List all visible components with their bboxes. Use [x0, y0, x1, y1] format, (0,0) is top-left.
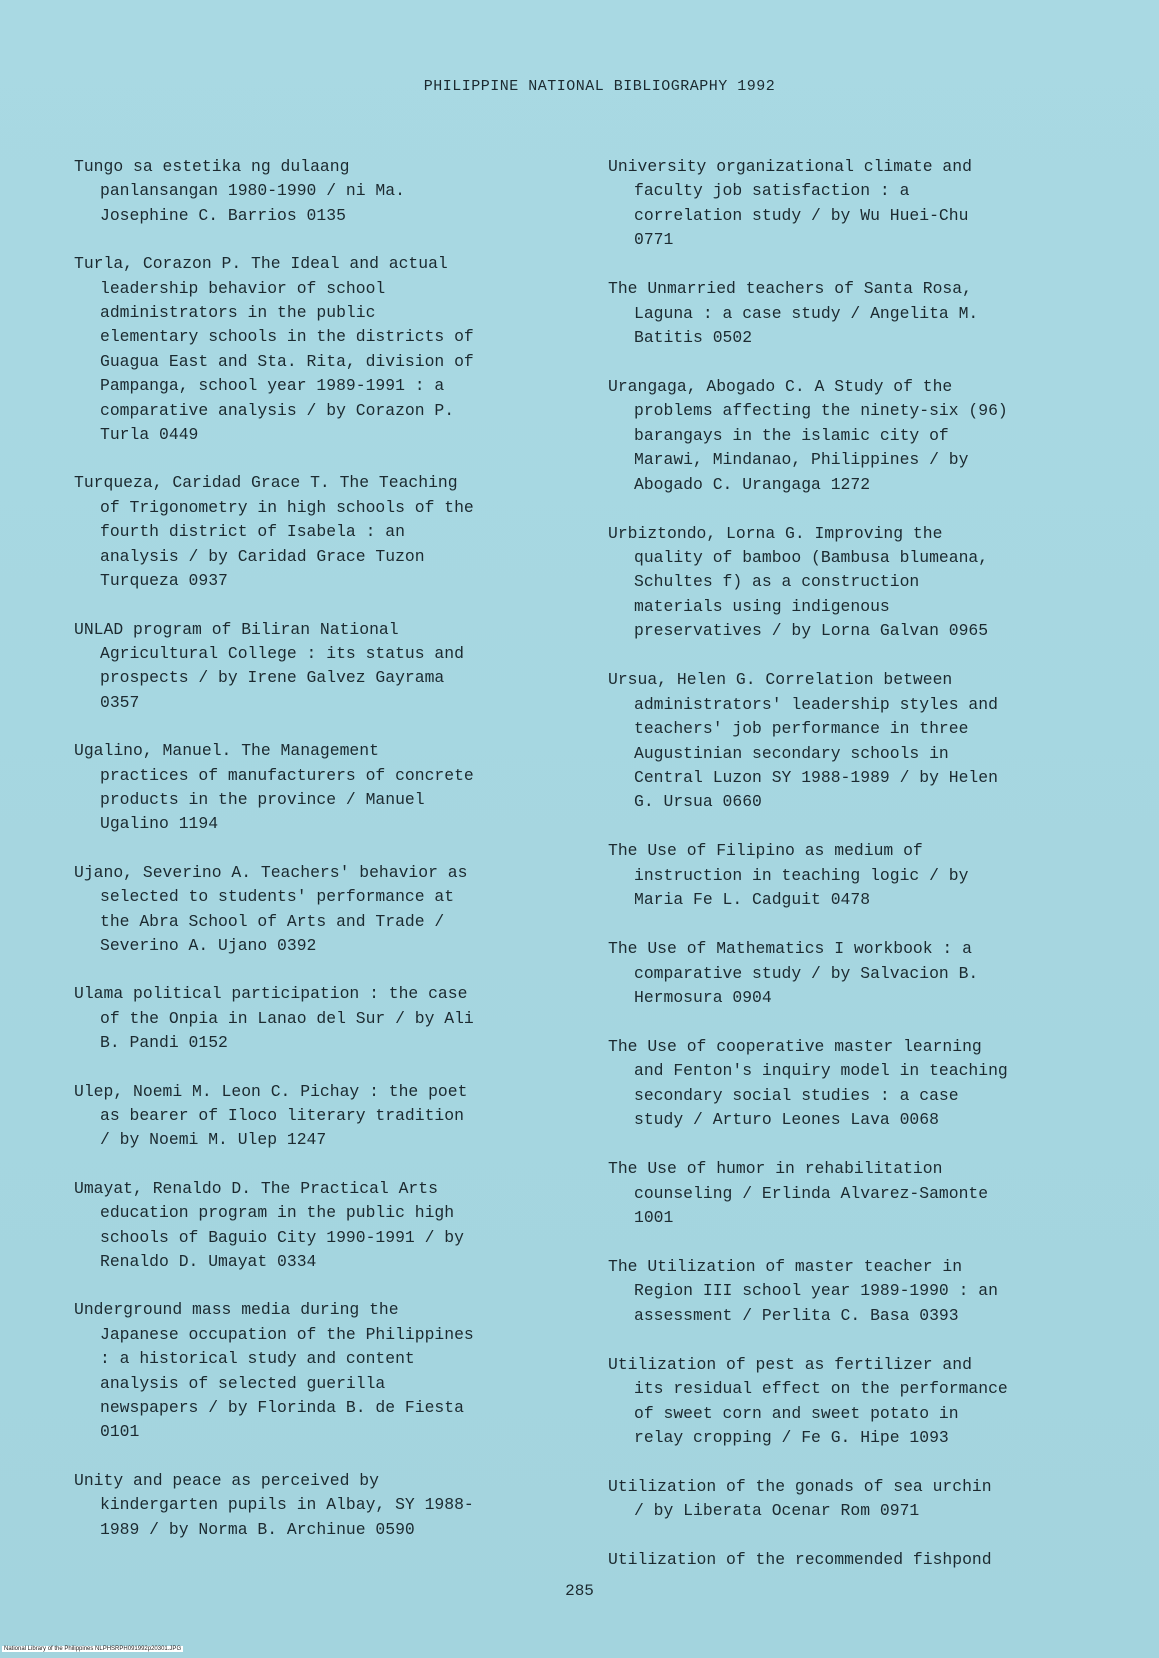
scan-footer: National Library of the Philippines NLPHSRPH091992p20301.JPG — [4, 1646, 182, 1652]
page-number: 285 — [565, 1582, 594, 1600]
bibliography-entry: The Use of cooperative master learning and Fenton's inquiry model in teaching secondary social studies : a case study / Arturo Leones Lava 0068 — [608, 1036, 1008, 1130]
left-column — [74, 155, 574, 1566]
bibliography-entry: The Use of humor in rehabilitation counseling / Erlinda Alvarez-Samonte 1001 — [608, 1159, 989, 1227]
bibliography-entry: Urangaga, Abogado C. A Study of the problems affecting the ninety-six (96) barangays in the islamic city of Marawi, Mindanao, Philippines / by Abogado C. Urangaga 1272 — [608, 377, 1008, 494]
bibliography-entry: Ujano, Severino A. Teachers' behavior as selected to students' performance at the Abra School of Arts and Trade / Severino A. Ujano 0392 — [74, 862, 468, 955]
bibliography-entry: Turqueza, Caridad Grace T. The Teaching of Trigonometry in high schools of the fourth district of Isabela : an analysis / by Caridad Grace Tuzon Turqueza 0937 — [74, 473, 474, 591]
bibliography-entry: Ursua, Helen G. Correlation between administrators' leadership styles and teachers' job performance in three Augustinian secondary schools in Central Luzon SY 1988-1989 / by Helen G. Ursua 0660 — [608, 670, 998, 812]
bibliography-entry: Ugalino, Manuel. The Management practices of manufacturers of concrete products in the province / Manuel Ugalino 1194 — [74, 741, 474, 834]
bibliography-entry: Umayat, Renaldo D. The Practical Arts education program in the public high schools of Baguio City 1990-1991 / by Renaldo D. Umayat 0334 — [74, 1178, 464, 1272]
bibliography-entry: Utilization of pest as fertilizer and its residual effect on the performance of sweet corn and sweet potato in relay cropping / Fe G. Hipe 1093 — [608, 1354, 1008, 1447]
bibliography-entry: The Use of Filipino as medium of instruction in teaching logic / by Maria Fe L. Cadguit 0478 — [608, 841, 969, 910]
page-header: PHILIPPINE NATIONAL BIBLIOGRAPHY 1992 — [423, 78, 776, 95]
bibliography-entry: Tungo sa estetika ng dulaang panlansangan 1980-1990 / ni Ma. Josephine C. Barrios 0135 — [74, 157, 405, 225]
bibliography-entry: The Use of Mathematics I workbook : a comparative study / by Salvacion B. Hermosura 0904 — [608, 939, 979, 1007]
bibliography-entry: Ulama political participation : the case of the Onpia in Lanao del Sur / by Ali B. Pandi 0152 — [74, 984, 474, 1053]
bibliography-entry: The Unmarried teachers of Santa Rosa, Laguna : a case study / Angelita M. Batitis 0502 — [608, 279, 979, 348]
bibliography-entry: Utilization of the recommended fishpond — [608, 1550, 992, 1570]
bibliography-entry: The Utilization of master teacher in Region III school year 1989-1990 : an assessment / Perlita C. Basa 0393 — [608, 1256, 998, 1325]
bibliography-entry: Underground mass media during the Japanese occupation of the Philippines : a historical study and content analysis of selected guerilla newspapers / by Florinda B. de Fiesta 0101 — [74, 1300, 474, 1442]
bibliography-entry: Ulep, Noemi M. Leon C. Pichay : the poet as bearer of Iloco literary tradition / by Noemi M. Ulep 1247 — [74, 1081, 468, 1150]
bibliography-entry: UNLAD program of Biliran National Agricultural College : its status and prospects / by Irene Galvez Gayrama 0357 — [74, 619, 464, 712]
bibliography-entry: Utilization of the gonads of sea urchin / by Liberata Ocenar Rom 0971 — [608, 1477, 992, 1521]
bibliography-entry: Unity and peace as perceived by kindergarten pupils in Albay, SY 1988- 1989 / by Norma B. Archinue 0590 — [74, 1470, 474, 1539]
right-column — [608, 155, 1118, 1597]
bibliography-entry: Turla, Corazon P. The Ideal and actual leadership behavior of school administrators in the public elementary schools in the districts of Guagua East and Sta. Rita, division of Pampanga, school year 1989-1991 : a comparative analysis / by Corazon P. Turla 0449 — [74, 254, 474, 445]
bibliography-entry: University organizational climate and faculty job satisfaction : a correlation study / by Wu Huei-Chu 0771 — [608, 157, 972, 250]
bibliography-entry: Urbiztondo, Lorna G. Improving the quality of bamboo (Bambusa blumeana, Schultes f) as a construction materials using indigenous preservatives / by Lorna Galvan 0965 — [608, 523, 989, 641]
